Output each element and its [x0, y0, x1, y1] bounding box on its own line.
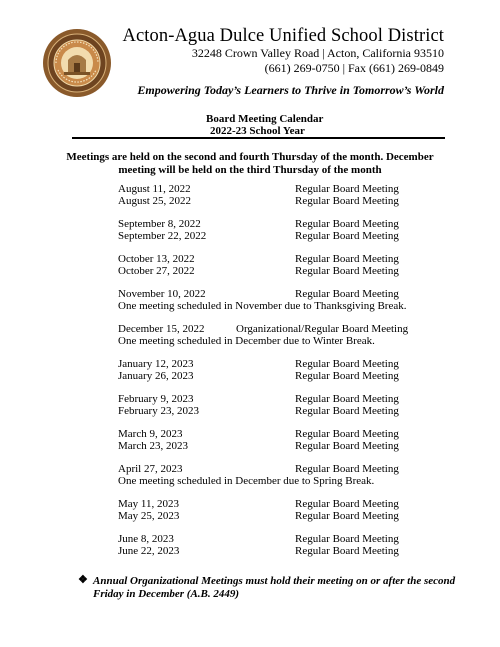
- meeting-type: Regular Board Meeting: [295, 545, 399, 557]
- meeting-type: Regular Board Meeting: [295, 393, 399, 405]
- footer-note-text: Annual Organizational Meetings must hold their meeting on or after the second Friday in December (A.B. 2449): [93, 575, 456, 600]
- meeting-row: [118, 545, 418, 557]
- meeting-group: [118, 393, 418, 417]
- meeting-type: Regular Board Meeting: [295, 428, 399, 440]
- meeting-type: Regular Board Meeting: [295, 510, 399, 522]
- meeting-group: [118, 428, 418, 452]
- meeting-type: Regular Board Meeting: [295, 405, 399, 417]
- meeting-date: October 13, 2022: [118, 253, 195, 265]
- meeting-date: June 8, 2023: [118, 533, 174, 545]
- meeting-type: Regular Board Meeting: [295, 463, 399, 475]
- meeting-group: [118, 218, 418, 242]
- school-year: 2022-23 School Year: [210, 125, 305, 137]
- meeting-type: Regular Board Meeting: [295, 218, 399, 230]
- meeting-row: [118, 405, 418, 417]
- meeting-note: One meeting scheduled in November due to Thanksgiving Break.: [118, 300, 407, 312]
- district-address: 32248 Crown Valley Road | Acton, California 93510: [191, 46, 444, 60]
- meeting-row: [118, 195, 418, 207]
- meeting-group: [118, 183, 418, 207]
- meeting-date: October 27, 2022: [118, 265, 195, 277]
- meeting-type: Regular Board Meeting: [295, 498, 399, 510]
- meeting-date: April 27, 2023: [118, 463, 183, 475]
- meeting-row: [118, 498, 418, 510]
- meeting-date: December 15, 2022: [118, 323, 205, 335]
- meeting-date: September 8, 2022: [118, 218, 201, 230]
- meeting-date: March 23, 2023: [118, 440, 188, 452]
- meeting-row: [118, 440, 418, 452]
- district-name: Acton-Agua Dulce Unified School District: [122, 26, 444, 46]
- header-divider: [72, 137, 445, 139]
- meeting-row: [118, 323, 418, 335]
- meeting-row: [118, 253, 418, 265]
- meeting-date: November 10, 2022: [118, 288, 206, 300]
- meeting-type: Regular Board Meeting: [295, 288, 399, 300]
- meeting-date: February 23, 2023: [118, 405, 199, 417]
- meeting-row: [118, 393, 418, 405]
- meeting-row: [118, 510, 418, 522]
- meeting-type: Regular Board Meeting: [295, 195, 399, 207]
- meeting-row: [118, 463, 418, 475]
- meeting-type: Regular Board Meeting: [295, 358, 399, 370]
- meeting-schedule: [118, 183, 418, 568]
- meeting-type: Regular Board Meeting: [295, 183, 399, 195]
- meeting-row: [118, 265, 418, 277]
- meeting-type: Regular Board Meeting: [295, 440, 399, 452]
- meeting-type: Regular Board Meeting: [295, 265, 399, 277]
- meeting-date: August 11, 2022: [118, 183, 191, 195]
- meeting-note: One meeting scheduled in December due to Spring Break.: [118, 475, 375, 487]
- meeting-group: [118, 498, 418, 522]
- meeting-note: One meeting scheduled in December due to Winter Break.: [118, 335, 375, 347]
- meeting-type: Regular Board Meeting: [295, 533, 399, 545]
- calendar-title: Board Meeting Calendar: [206, 113, 324, 125]
- meeting-row: [118, 288, 418, 300]
- meeting-row: [118, 183, 418, 195]
- district-tagline: Empowering Today’s Learners to Thrive in Tomorrow’s World: [137, 83, 444, 97]
- meeting-schedule-intro: Meetings are held on the second and fourth Thursday of the month. December meeting will be held on the third Thursday of the month: [66, 151, 434, 176]
- meeting-group: [118, 463, 418, 487]
- meeting-row: [118, 428, 418, 440]
- meeting-row: [118, 218, 418, 230]
- diamond-bullet-icon: ❖: [78, 574, 88, 586]
- meeting-date: May 25, 2023: [118, 510, 180, 522]
- meeting-row: [118, 533, 418, 545]
- meeting-date: January 12, 2023: [118, 358, 194, 370]
- meeting-group: [118, 358, 418, 382]
- meeting-type: Regular Board Meeting: [295, 253, 399, 265]
- meeting-date: June 22, 2023: [118, 545, 180, 557]
- meeting-row: [118, 230, 418, 242]
- meeting-row: [118, 370, 418, 382]
- meeting-type: Regular Board Meeting: [295, 230, 399, 242]
- meeting-date: May 11, 2023: [118, 498, 180, 510]
- meeting-type: Regular Board Meeting: [295, 370, 399, 382]
- meeting-date: September 22, 2022: [118, 230, 207, 242]
- meeting-group: [118, 253, 418, 277]
- meeting-group: [118, 533, 418, 557]
- meeting-date: January 26, 2023: [118, 370, 194, 382]
- meeting-date: August 25, 2022: [118, 195, 192, 207]
- district-phone-fax: (661) 269-0750 | Fax (661) 269-0849: [264, 61, 444, 75]
- meeting-date: March 9, 2023: [118, 428, 183, 440]
- meeting-row: [118, 358, 418, 370]
- footer-note: [78, 575, 468, 601]
- meeting-type: Organizational/Regular Board Meeting: [236, 323, 409, 335]
- meeting-date: February 9, 2023: [118, 393, 194, 405]
- meeting-group: [118, 288, 418, 312]
- meeting-group: [118, 323, 418, 347]
